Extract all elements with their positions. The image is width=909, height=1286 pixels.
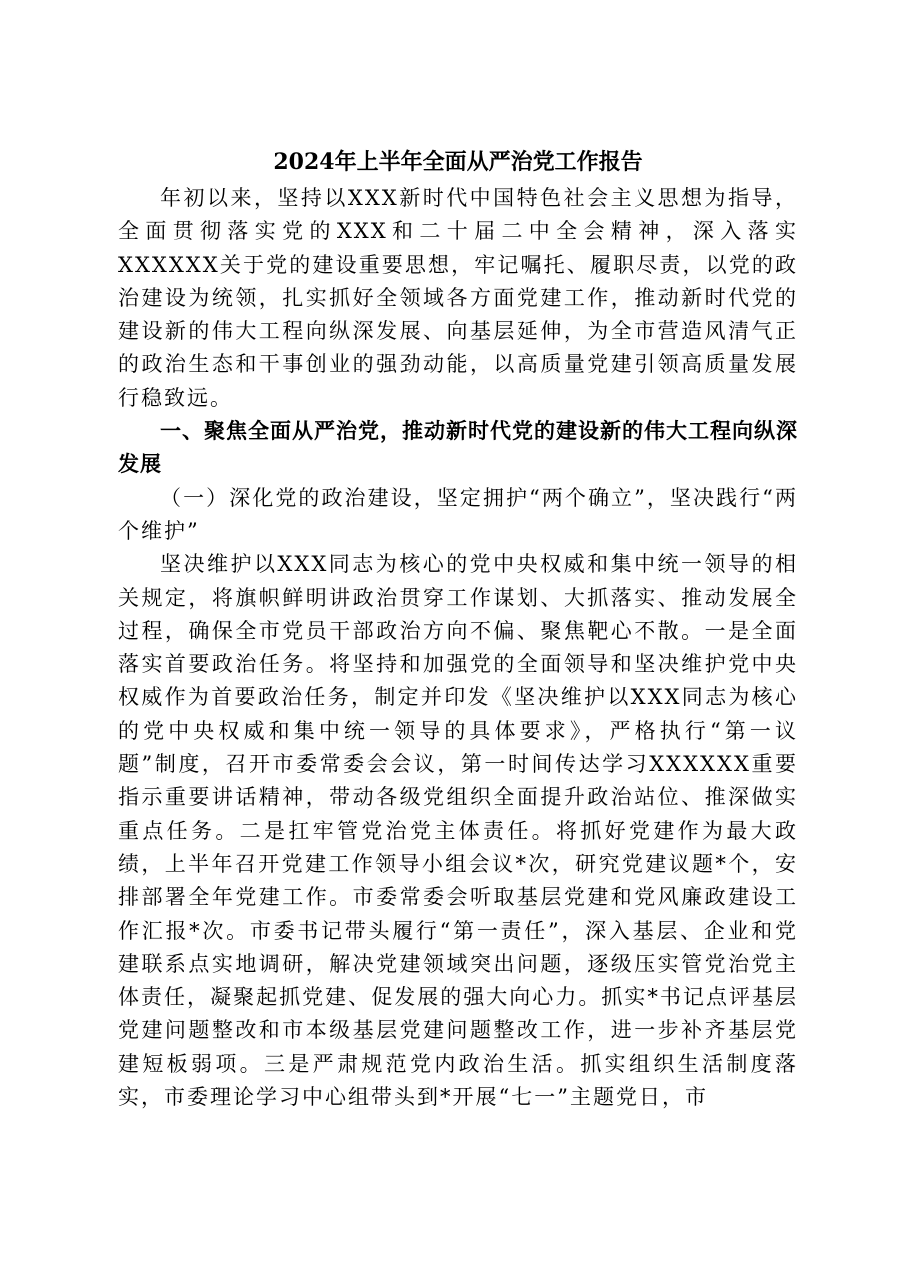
intro-paragraph: 年初以来，坚持以XXX新时代中国特色社会主义思想为指导，全面贯彻落实党的XXX和二十届二中全会精神，深入落实XXXXXX关于党的建设重要思想，牢记嘱托、履职尽责，以党的政治建设为统领，扎实抓好全领域各方面党建工作，推动新时代党的建设新的伟大工程向纵深发展、向基层延伸，为全市营造风清气正的政治生态和干事创业的强劲动能，以高质量党建引领高质量发展行稳致远。 [118,186,798,410]
subsection-heading: （一）深化党的政治建设，坚定拥护“两个确立”，坚决践行“两个维护” [118,485,798,543]
document-page [118,142,798,1114]
body-paragraph: 坚决维护以XXX同志为核心的党中央权威和集中统一领导的相关规定，将旗帜鲜明讲政治贯穿工作谋划、大抓落实、推动发展全过程，确保全市党员干部政治方向不偏、聚焦靶心不散。一是全面落实首要政治任务。将坚持和加强党的全面领导和坚决维护党中央权威作为首要政治任务，制定并印发《坚决维护以XXX同志为核心的党中央权威和集中统一领导的具体要求》，严格执行“第一议题”制度，召开市委常委会会议，第一时间传达学习XXXXXX重要指示重要讲话精神，带动各级党组织全面提升政治站位、推深做实重点任务。二是扛牢管党治党主体责任。将抓好党建作为最大政绩，上半年召开党建工作领导小组会议*次，研究党建议题*个，安排部署全年党建工作。市委常委会听取基层党建和党风廉政建设工作汇报*次。市委书记带头履行“第一责任”，深入基层、企业和党建联系点实地调研，解决党建领域突出问题，逐级压实管党治党主体责任，凝聚起抓党建、促发展的强大向心力。抓实*书记点评基层党建问题整改和市本级基层党建问题整改工作，进一步补齐基层党建短板弱项。三是严肃规范党内政治生活。抓实组织生活制度落实，市委理论学习中心组带头到*开展“七一”主题党日，市 [118,552,798,1110]
section-heading: 一、聚焦全面从严治党，推动新时代党的建设新的伟大工程向纵深发展 [118,419,798,477]
document-title: 2024年上半年全面从严治党工作报告 [273,149,643,175]
